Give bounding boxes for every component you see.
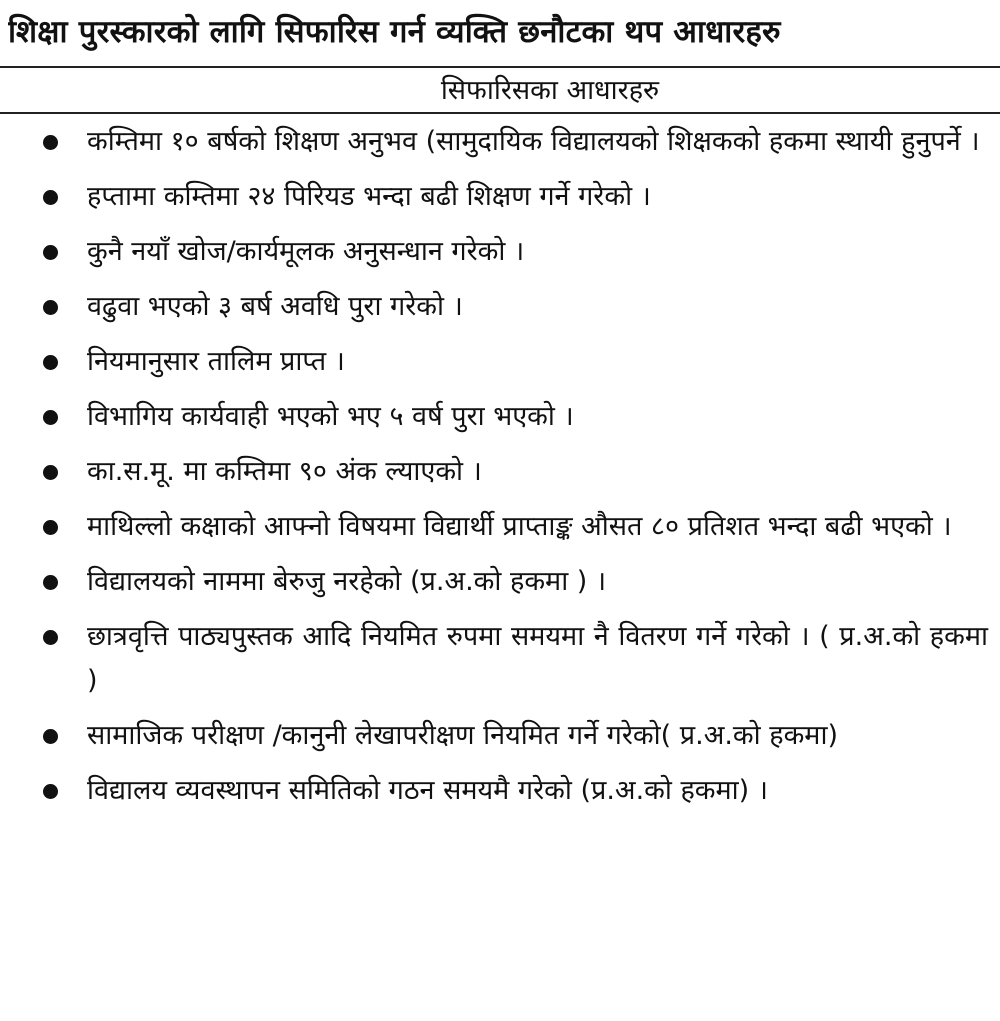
bullet-icon	[43, 784, 58, 799]
criteria-text: कम्तिमा १० बर्षको शिक्षण अनुभव (सामुदायिक विद्यालयको शिक्षकको हकमा स्थायी हुनुपर्ने ।	[87, 126, 980, 157]
bullet-icon	[43, 520, 58, 535]
list-item	[0, 769, 1000, 813]
list-item	[0, 120, 1000, 164]
section-heading: सिफारिसका आधारहरु	[440, 75, 660, 106]
criteria-text: हप्तामा कम्तिमा २४ पिरियड भन्दा बढी शिक्षण गर्ने गरेको ।	[87, 181, 651, 212]
criteria-text: सामाजिक परीक्षण /कानुनी लेखापरीक्षण नियमित गर्ने गरेको( प्र.अ.को हकमा)	[87, 720, 838, 751]
bullet-icon	[43, 575, 58, 590]
bullet-icon	[43, 135, 58, 150]
bullet-icon	[43, 729, 58, 744]
list-item	[0, 560, 1000, 604]
criteria-text: वढुवा भएको ३ बर्ष अवधि पुरा गरेको ।	[87, 291, 463, 322]
criteria-text: का.स.मू. मा कम्तिमा ९० अंक ल्याएको ।	[87, 456, 482, 487]
list-item	[0, 505, 1000, 549]
criteria-text: छात्रवृत्ति पाठ्यपुस्तक आदि नियमित रुपमा समयमा नै वितरण गर्ने गरेको । ( प्र.अ.को हकमा )	[87, 621, 988, 696]
criteria-text: कुनै नयाँ खोज/कार्यमूलक अनुसन्धान गरेको ।	[87, 236, 525, 267]
bullet-icon	[43, 630, 58, 645]
list-item	[0, 340, 1000, 384]
title-divider	[0, 66, 1000, 68]
heading-divider	[0, 112, 1000, 114]
criteria-text: नियमानुसार तालिम प्राप्त ।	[87, 346, 345, 377]
criteria-text: माथिल्लो कक्षाको आफ्नो विषयमा विद्यार्थी प्राप्ताङ्क औसत ८० प्रतिशत भन्दा बढी भएको ।	[87, 511, 952, 542]
list-item	[0, 175, 1000, 219]
bullet-icon	[43, 355, 58, 370]
list-item	[0, 395, 1000, 439]
criteria-list	[0, 120, 1000, 824]
bullet-icon	[43, 410, 58, 425]
bullet-icon	[43, 465, 58, 480]
criteria-text: विद्यालय व्यवस्थापन समितिको गठन समयमै गरेको (प्र.अ.को हकमा) ।	[87, 775, 769, 806]
bullet-icon	[43, 300, 58, 315]
bullet-icon	[43, 245, 58, 260]
list-item	[0, 615, 1000, 703]
list-item	[0, 450, 1000, 494]
criteria-text: विद्यालयको नाममा बेरुजु नरहेको (प्र.अ.को हकमा ) ।	[87, 566, 607, 597]
criteria-text: विभागिय कार्यवाही भएको भए ५ वर्ष पुरा भएको ।	[87, 401, 574, 432]
list-item	[0, 230, 1000, 274]
bullet-icon	[43, 190, 58, 205]
document-title: शिक्षा पुरस्कारको लागि सिफारिस गर्न व्यक्ति छनौटका थप आधारहरु	[8, 14, 781, 50]
list-item	[0, 714, 1000, 758]
list-item	[0, 285, 1000, 329]
